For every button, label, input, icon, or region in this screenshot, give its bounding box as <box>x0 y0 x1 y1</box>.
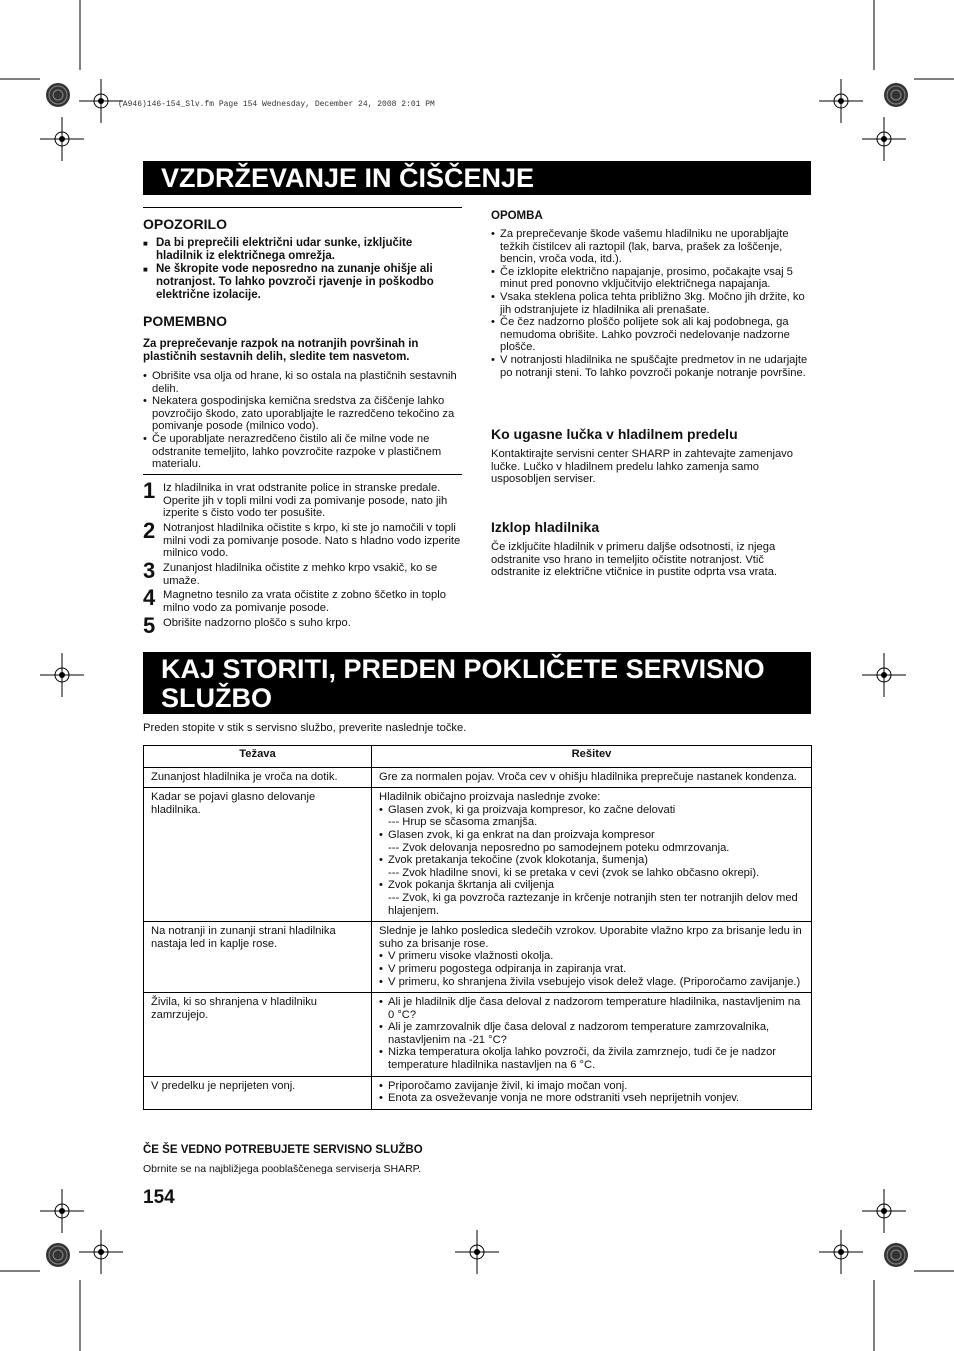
opomba-item: • V notranjosti hladilnika ne spuščajte predmetov in ne udarjajte po notranji steni. To lahko povzroči pokanje notranje površine. <box>491 354 811 379</box>
table-row <box>144 767 812 788</box>
step-number: 4 <box>143 585 156 610</box>
solution-subitem: --- Hrup se sčasoma zmanjša. <box>388 816 538 829</box>
solution-item: • Ali je hladilnik dlje časa deloval z nadzorom temperature hladilnika, nastavljenim na 0 °C? <box>379 996 804 1021</box>
solution-item <box>379 829 804 854</box>
table-row <box>144 788 812 922</box>
solution-item <box>379 879 804 917</box>
footer-heading: ČE ŠE VEDNO POTREBUJETE SERVISNO SLUŽBO <box>143 1144 423 1156</box>
divider <box>143 207 462 208</box>
pomembno-item: • Nekatera gospodinjska kemična sredstva za čiščenje lahko povzročijo škodo, zato uporabljajte le razredčeno tekočino za pomivanje posode (milnico vodo). <box>143 395 461 433</box>
solution-lead: Slednje je lahko posledica sledečih vzrokov. Uporabite vlažno krpo za brisanje ledu in suho za brisanje rose. <box>379 925 802 950</box>
step-3 <box>143 558 463 587</box>
solution-cell <box>372 1076 812 1109</box>
opomba-item: • Če čez nadzorno ploščo polijete sok ali kaj podobnega, ga nemudoma obrišite. Lahko povzroči nedelovanje nadzorne plošče. <box>491 316 811 354</box>
solution-cell <box>372 767 812 788</box>
solution-item-text: Zvok pretakanja tekočine (zvok klokotanja, šumenja) <box>388 854 648 867</box>
problem-cell: V predelku je neprijeten vonj. <box>144 1076 372 1109</box>
solution-cell <box>372 788 812 922</box>
column-header-solution: Rešitev <box>372 746 812 768</box>
column-header-problem: Težava <box>144 746 372 768</box>
step-text: Magnetno tesnilo za vrata očistite z zobno ščetko in toplo milno vodo za pomivanje posode. <box>163 589 446 614</box>
problem-cell: Zunanjost hladilnika je vroča na dotik. <box>144 767 372 788</box>
solution-subitem: --- Zvok delovanja neposredno po samodejnem poteku odmrzovanja. <box>388 841 730 854</box>
lucka-text: Kontaktirajte servisni center SHARP in zahtevajte zamenjavo lučke. Lučko v hladilnem predelu lahko zamenja samo usposobljen serviser. <box>491 448 794 486</box>
solution-item: • Nizka temperatura okolja lahko povzroči, da živila zamrznejo, tudi če je nadzor temperature hladilnika nastavljen na 6 °C. <box>379 1046 804 1071</box>
solution-item: • Priporočamo zavijanje živil, ki imajo močan vonj. <box>379 1080 804 1093</box>
izklop-heading: Izklop hladilnika <box>491 519 600 535</box>
step-text: Obrišite nadzorno ploščo s suho krpo. <box>163 617 351 629</box>
step-2 <box>143 518 463 560</box>
opozorilo-block <box>143 216 461 471</box>
file-header: (A946)146-154_Slv.fm Page 154 Wednesday, December 24, 2008 2:01 PM <box>118 100 435 109</box>
problem-cell: Na notranji in zunanji strani hladilnika nastaja led in kaplje rose. <box>144 922 372 993</box>
izklop-text: Če izključite hladilnik v primeru daljše odsotnosti, iz njega odstranite vso hrano in temeljito očistite notranjost. Vtič odstranite iz električne vtičnice in pustite odprta vsa vrata. <box>491 541 778 579</box>
lucka-heading: Ko ugasne lučka v hladilnem predelu <box>491 426 738 442</box>
step-number: 1 <box>143 478 156 503</box>
page-number: 154 <box>143 1187 175 1208</box>
section-title-maintenance: VZDRŽEVANJE IN ČIŠČENJE <box>143 161 811 195</box>
solution-item: • V primeru, ko shranjena živila vsebujejo visok delež vlage. (Priporočamo zavijanje.) <box>379 976 804 989</box>
solution-item: • Ali je zamrzovalnik dlje časa deloval z nadzorom temperature zamrzovalnika, nastavljenim na -21 °C? <box>379 1021 804 1046</box>
solution-lead: Gre za normalen pojav. Vroča cev v ohišju hladilnika preprečuje nastanek kondenza. <box>379 770 797 783</box>
section-title-line: KAJ STORITI, PREDEN POKLIČETE SERVISNO <box>161 654 765 684</box>
opozorilo-heading: OPOZORILO <box>143 216 227 232</box>
solution-lead: Hladilnik običajno proizvaja naslednje zvoke: <box>379 791 601 804</box>
problem-cell: Kadar se pojavi glasno delovanje hladilnika. <box>144 788 372 922</box>
lucka-block <box>491 426 811 486</box>
step-5 <box>143 613 463 638</box>
step-4 <box>143 585 463 614</box>
divider <box>143 474 462 475</box>
solution-item: • V primeru pogostega odpiranja in zapiranja vrat. <box>379 963 804 976</box>
opozorilo-item: ■ Ne škropite vode neposredno na zunanje ohišje ali notranjost. To lahko povzroči rjavenje in poškodbo električne izolacije. <box>143 263 461 302</box>
solution-subitem: --- Zvok hladilne snovi, ki se pretaka v cevi (zvok se lahko občasno okrepi). <box>388 866 760 879</box>
troubleshooting-table <box>143 745 812 1110</box>
table-row <box>144 993 812 1077</box>
pomembno-item: • Če uporabljate nerazredčeno čistilo ali če milne vode ne odstranite temeljito, lahko povzročite razpoke v plastičnem materialu. <box>143 433 461 471</box>
pomembno-heading: POMEMBNO <box>143 313 227 329</box>
table-header-row <box>144 746 812 768</box>
section-title-line: SLUŽBO <box>161 683 272 713</box>
footer-text: Obrnite se na najbližjega pooblaščenega serviserja SHARP. <box>143 1163 422 1175</box>
pomembno-item: • Obrišite vsa olja od hrane, ki so ostala na plastičnih sestavnih delih. <box>143 370 461 395</box>
step-text: Zunanjost hladilnika očistite z mehko krpo vsakič, ko se umaže. <box>163 562 438 587</box>
solution-cell <box>372 922 812 993</box>
step-number: 5 <box>143 613 156 638</box>
step-number: 3 <box>143 558 156 583</box>
opomba-item: • Vsaka steklena polica tehta približno 3kg. Močno jih držite, ko jih odstranjujete iz hladilnika ali prenašate. <box>491 291 811 316</box>
step-number: 2 <box>143 518 156 543</box>
solution-item <box>379 854 804 879</box>
opomba-item: • Če izklopite električno napajanje, prosimo, počakajte vsaj 5 minut pred ponovno vključitvijo električnega napajanja. <box>491 266 811 291</box>
table-row <box>144 1076 812 1109</box>
step-text: Iz hladilnika in vrat odstranite police in stranske predale. Operite jih v topli milni vodi za pomivanje posode, nato jih izperite s čisto vodo ter posušite. <box>163 482 448 520</box>
table-row <box>144 922 812 993</box>
opomba-heading: OPOMBA <box>491 210 543 222</box>
opomba-item: • Za preprečevanje škode vašemu hladilniku ne uporabljajte težkih čistilcev ali raztopil (lak, barva, prašek za loščenje, bencin, vroča voda, itd.). <box>491 228 811 266</box>
solution-item-text: Zvok pokanja škrtanja ali cviljenja <box>388 879 555 892</box>
section-intro: Preden stopite v stik s servisno službo, preverite naslednje točke. <box>143 722 467 734</box>
solution-item: • V primeru visoke vlažnosti okolja. <box>379 950 804 963</box>
problem-cell: Živila, ki so shranjena v hladilniku zamrzujejo. <box>144 993 372 1077</box>
opomba-block <box>491 210 811 379</box>
solution-item: • Enota za osveževanje vonja ne more odstraniti vseh neprijetnih vonjev. <box>379 1092 804 1105</box>
solution-item <box>379 804 804 829</box>
step-1 <box>143 478 463 520</box>
solution-cell <box>372 993 812 1077</box>
step-text: Notranjost hladilnika očistite s krpo, ki ste jo namočili v topli milni vodi za pomivanje posode. Nato s hladno vodo izperite milnico vodo. <box>163 522 461 560</box>
opozorilo-item: ■ Da bi preprečili električni udar sunke, izključite hladilnik iz električnega omrežja. <box>143 237 461 263</box>
solution-item-text: Glasen zvok, ki ga proizvaja kompresor, ko začne delovati <box>388 803 676 816</box>
pomembno-intro: Za preprečevanje razpok na notranjih površinah in plastičnih sestavnih delih, sledite tem nasvetom. <box>143 338 419 363</box>
solution-subitem: --- Zvok, ki ga povzroča raztezanje in krčenje notranjih sten ter notranjih delov med hlajenjem. <box>388 891 798 917</box>
izklop-block <box>491 519 811 579</box>
solution-item-text: Glasen zvok, ki ga enkrat na dan proizvaja kompresor <box>388 828 655 841</box>
section-title-service <box>143 652 811 714</box>
